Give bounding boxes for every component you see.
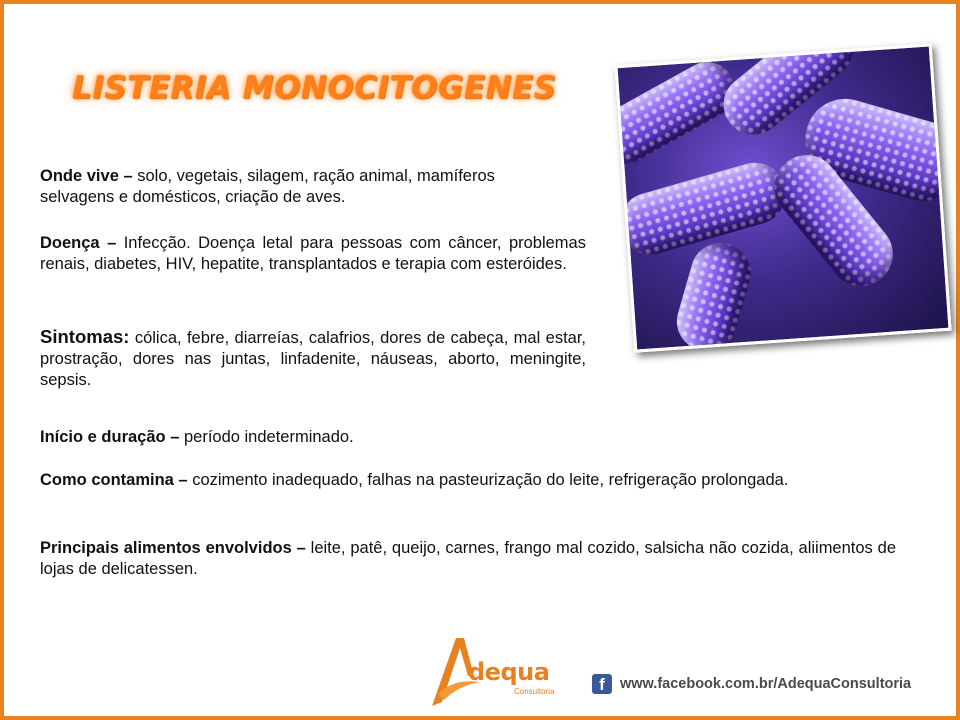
facebook-icon: f (592, 674, 612, 694)
adequa-logo-subtitle: Consultoria (514, 687, 555, 696)
adequa-logo (424, 632, 554, 712)
alimentos-label: Principais alimentos envolvidos – (40, 539, 306, 557)
contamina-text: cozimento inadequado, falhas na pasteurização do leite, refrigeração prolongada. (187, 471, 789, 489)
onde-vive-paragraph (40, 166, 540, 208)
sintomas-label: Sintomas: (40, 326, 130, 347)
sintomas-text: cólica, febre, diarreías, calafrios, dores de cabeça, mal estar, prostração, dores nas juntas, linfadenite, náuseas, aborto, meningite, sepsis. (40, 329, 586, 389)
bacteria-photo (612, 34, 940, 352)
inicio-label: Início e duração – (40, 428, 180, 446)
contamina-label: Como contamina – (40, 471, 188, 489)
bacterium-rod (614, 155, 792, 261)
bacteria-image (614, 43, 951, 352)
sintomas-paragraph (40, 326, 586, 391)
doenca-paragraph (40, 233, 586, 275)
alimentos-text: leite, patê, queijo, carnes, frango mal cozido, salsicha não cozida, aliimentos de lojas de delicatessen. (40, 539, 896, 578)
onde-vive-label: Onde vive – (40, 167, 133, 185)
facebook-url[interactable]: www.facebook.com.br/AdequaConsultoria (620, 676, 912, 692)
alimentos-paragraph (40, 538, 896, 580)
inicio-text: período indeterminado. (179, 428, 354, 446)
facebook-link[interactable] (592, 674, 911, 694)
doenca-text: Infecção. Doença letal para pessoas com câncer, problemas renais, diabetes, HIV, hepatite, transplantados e terapia com esteróides. (40, 234, 586, 273)
slide-title: LISTERIA MONOCITOGENES (72, 70, 557, 106)
contamina-paragraph (40, 470, 896, 491)
onde-vive-text: solo, vegetais, silagem, ração animal, mamíferos selvagens e domésticos, criação de aves. (40, 167, 495, 206)
doenca-label: Doença – (40, 234, 117, 252)
inicio-paragraph (40, 427, 900, 448)
bacterium-rod (670, 236, 758, 353)
adequa-logo-name: dequa (468, 658, 550, 686)
